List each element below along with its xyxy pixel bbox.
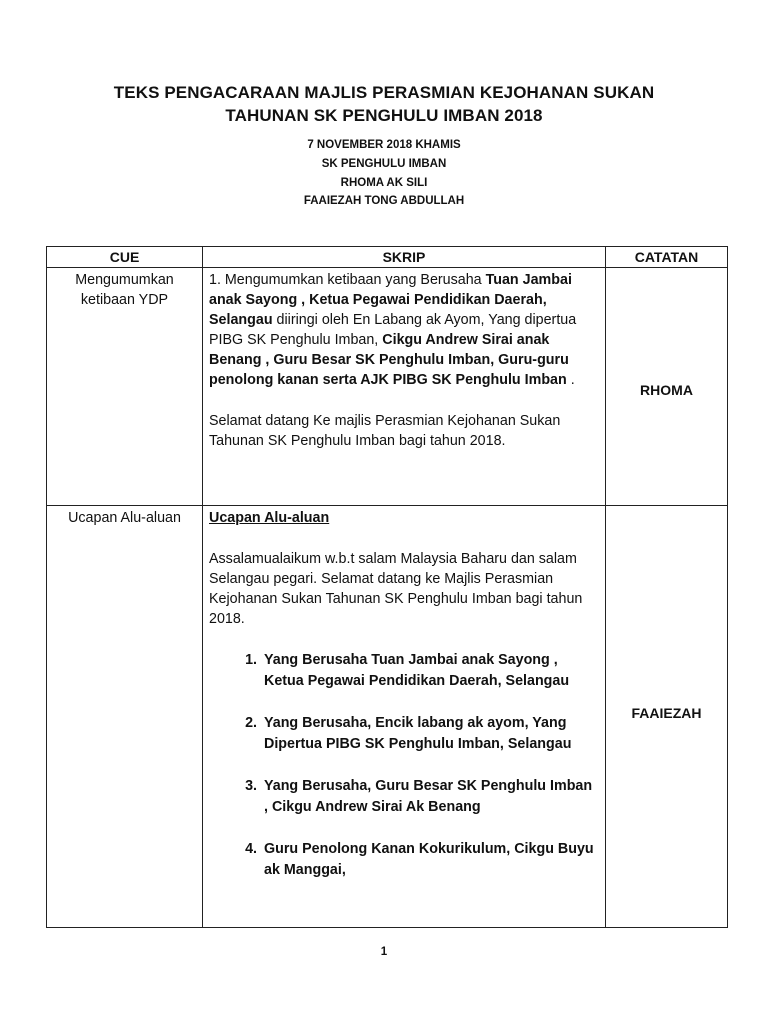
table-row: [47, 268, 728, 506]
list-text: Yang Berusaha, Encik labang ak ayom, Yang Dipertua PIBG SK Penghulu Imban, Selangau: [264, 715, 572, 752]
emcee-name-2: FAAIEZAH TONG ABDULLAH: [303, 195, 465, 207]
list-number: 2.: [245, 715, 257, 731]
header-skrip: SKRIP: [203, 247, 606, 268]
document-title-line2: TAHUNAN SK PENGHULU IMBAN 2018: [225, 106, 543, 125]
header-cue: CUE: [47, 247, 203, 268]
catatan-cell: RHOMA: [606, 268, 728, 506]
school-name: SK PENGHULU IMBAN: [321, 158, 447, 170]
skrip-bold-text: Tuan Jambai anak Sayong , Ketua Pegawai Pendidikan Daerah, Selangau: [209, 272, 572, 328]
list-item: [209, 839, 599, 881]
header-catatan: CATATAN: [606, 247, 728, 268]
skrip-paragraph: Assalamualaikum w.b.t salam Malaysia Baharu dan salam Selangau pegari. Selamat datang ke Majlis Perasmian Kejohanan Sukan Tahunan SK Penghulu Imban bagi tahun 2018.: [209, 551, 583, 627]
list-text: Yang Berusaha, Guru Besar SK Penghulu Imban , Cikgu Andrew Sirai Ak Benang: [264, 778, 593, 815]
skrip-text: diiringi oleh En Labang ak Ayom, Yang dipertua PIBG SK Penghulu Imban,: [209, 312, 577, 348]
list-text: Yang Berusaha Tuan Jambai anak Sayong , Ketua Pegawai Pendidikan Daerah, Selangau: [264, 652, 570, 689]
script-table: [46, 246, 728, 928]
document-title-line1: TEKS PENGACARAAN MAJLIS PERASMIAN KEJOHANAN SUKAN: [113, 83, 655, 102]
skrip-bold-text: Cikgu Andrew Sirai anak Benang , Guru Besar SK Penghulu Imban, Guru-guru penolong kanan serta AJK PIBG SK Penghulu Imban: [209, 332, 569, 388]
list-number: 4.: [245, 841, 257, 857]
table-row: [47, 506, 728, 928]
list-number: 1.: [245, 652, 257, 668]
catatan-cell: FAAIEZAH: [606, 506, 728, 928]
skrip-cell: [203, 506, 606, 928]
skrip-text: 1. Mengumumkan ketibaan yang Berusaha: [209, 272, 486, 288]
list-number: 3.: [245, 778, 257, 794]
list-item: [209, 776, 599, 818]
table-header-row: [47, 247, 728, 268]
skrip-paragraph: Selamat datang Ke majlis Perasmian Kejohanan Sukan Tahunan SK Penghulu Imban bagi tahun 2018.: [209, 413, 561, 449]
skrip-text: .: [566, 372, 575, 388]
guest-list: [209, 650, 599, 881]
cue-cell: Mengumumkan ketibaan YDP: [47, 268, 203, 506]
page-number: 1: [380, 946, 388, 958]
emcee-name-1: RHOMA AK SILI: [340, 177, 428, 189]
list-item: [209, 650, 599, 692]
event-date: 7 NOVEMBER 2018 KHAMIS: [307, 139, 461, 151]
list-item: [209, 713, 599, 755]
cue-cell: Ucapan Alu-aluan: [47, 506, 203, 928]
skrip-cell: [203, 268, 606, 506]
skrip-heading: Ucapan Alu-aluan: [209, 510, 330, 526]
skrip-paragraph: [209, 270, 599, 390]
list-text: Guru Penolong Kanan Kokurikulum, Cikgu Buyu ak Manggai,: [264, 841, 594, 878]
